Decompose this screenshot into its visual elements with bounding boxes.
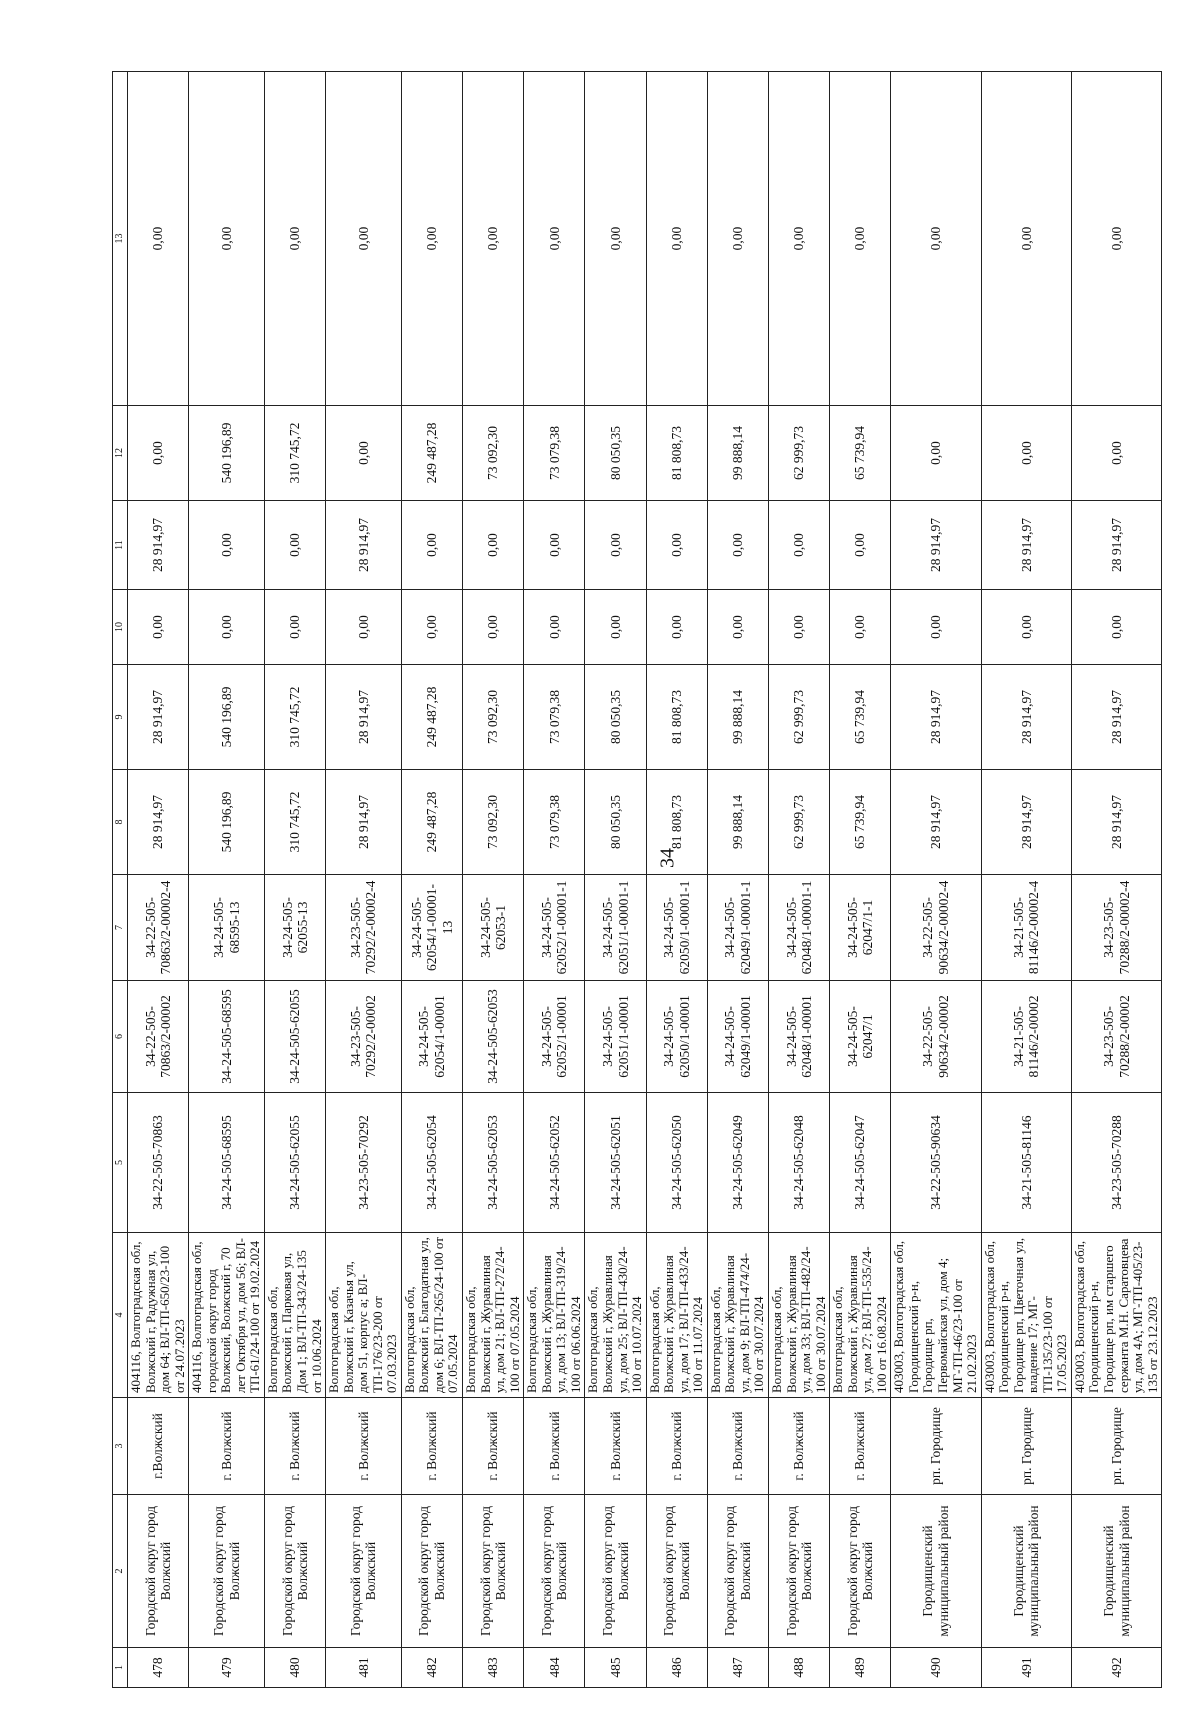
amount-cell: 0,00 (981, 72, 1071, 406)
amount-cell: 0,00 (768, 501, 829, 590)
amount-cell: 310 745,72 (264, 665, 325, 770)
code-cell: 34-24-505-62051/1-00001-1 (585, 875, 646, 981)
amount-cell: 73 092,30 (463, 665, 524, 770)
column-header: 4 (113, 1233, 128, 1398)
amount-cell: 28 914,97 (128, 665, 189, 770)
amount-cell: 62 999,73 (768, 406, 829, 501)
amount-cell: 0,00 (524, 72, 585, 406)
district-cell: Городской округ город Волжский (585, 1495, 646, 1648)
amount-cell: 310 745,72 (264, 770, 325, 875)
address-cell: 403003, Волгоградская обл, Городищенский р-н, Городище рп, Первомайская ул, дом 4; МГ-ТП-46/23-100 от 21.02.2023 (891, 1233, 981, 1398)
code-cell: 34-24-505-62048/1-00001-1 (768, 875, 829, 981)
column-header: 10 (113, 590, 128, 665)
table-row (646, 72, 707, 1688)
amount-cell: 62 999,73 (768, 665, 829, 770)
amount-cell: 28 914,97 (326, 501, 402, 590)
amount-cell: 81 808,73 (646, 406, 707, 501)
amount-cell: 0,00 (585, 72, 646, 406)
district-cell: Городской округ город Волжский (707, 1495, 768, 1648)
amount-cell: 0,00 (768, 590, 829, 665)
address-cell: Волгоградская обл, Волжский г, Журавлиная ул, дом 17; ВЛ-ТП-433/24-100 от 11.07.2024 (646, 1233, 707, 1398)
cadastral-cell: 34-24-505-62049 (707, 1093, 768, 1233)
row-number: 491 (981, 1648, 1071, 1688)
amount-cell: 310 745,72 (264, 406, 325, 501)
amount-cell: 0,00 (981, 406, 1071, 501)
row-number: 479 (189, 1648, 265, 1688)
column-header: 9 (113, 665, 128, 770)
address-cell: Волгоградская обл, Волжский г, Журавлиная ул, дом 13; ВЛ-ТП-319/24-100 от 06.06.2024 (524, 1233, 585, 1398)
amount-cell: 73 092,30 (463, 406, 524, 501)
address-cell: Волгоградская обл, Волжский г, Журавлиная ул, дом 9; ВЛ-ТП-474/24-100 от 30.07.2024 (707, 1233, 768, 1398)
address-cell: Волгоградская обл, Волжский г, Благодатная ул, дом 6; ВЛ-ТП-265/24-100 от 07.05.2024 (401, 1233, 462, 1398)
amount-cell: 249 487,28 (401, 406, 462, 501)
row-number: 486 (646, 1648, 707, 1688)
code-cell: 34-23-505-70292/2-00002 (326, 981, 402, 1093)
code-cell: 34-24-505-62048/1-00001 (768, 981, 829, 1093)
code-cell: 34-24-505-62053-1 (463, 875, 524, 981)
district-cell: Городской округ город Волжский (326, 1495, 402, 1648)
amount-cell: 81 808,73 (646, 770, 707, 875)
code-cell: 34-24-505-68595-13 (189, 875, 265, 981)
amount-cell: 0,00 (830, 72, 891, 406)
row-number: 481 (326, 1648, 402, 1688)
amount-cell: 62 999,73 (768, 770, 829, 875)
code-cell: 34-21-505-81146/2-00002 (981, 981, 1071, 1093)
district-cell: Городищенский муниципальный район (891, 1495, 981, 1648)
amount-cell: 0,00 (830, 590, 891, 665)
amount-cell: 99 888,14 (707, 665, 768, 770)
code-cell: 34-24-505-62054/1-00001 (401, 981, 462, 1093)
address-cell: Волгоградская обл, Волжский г, Журавлиная ул, дом 21; ВЛ-ТП-272/24-100 от 07.05.2024 (463, 1233, 524, 1398)
code-cell: 34-24-505-62050/1-00001-1 (646, 875, 707, 981)
code-cell: 34-24-505-62055 (264, 981, 325, 1093)
cadastral-cell: 34-22-505-90634 (891, 1093, 981, 1233)
table-row (768, 72, 829, 1688)
amount-cell: 0,00 (401, 72, 462, 406)
amount-cell: 73 079,38 (524, 665, 585, 770)
amount-cell: 540 196,89 (189, 770, 265, 875)
table-row (463, 72, 524, 1688)
amount-cell: 28 914,97 (981, 770, 1071, 875)
code-cell: 34-24-505-62049/1-00001 (707, 981, 768, 1093)
amount-cell: 28 914,97 (891, 501, 981, 590)
address-cell: 403003, Волгоградская обл, Городищенский р-н, Городище рп, Цветочная ул, владение 17; МГ-ТП-135/23-100 от 17.05.2023 (981, 1233, 1071, 1398)
code-cell: 34-24-505-62054/1-00001-13 (401, 875, 462, 981)
table-row (1071, 72, 1161, 1688)
code-cell: 34-24-505-62050/1-00001 (646, 981, 707, 1093)
code-cell: 34-23-505-70288/2-00002 (1071, 981, 1161, 1093)
amount-cell: 0,00 (401, 590, 462, 665)
amount-cell: 99 888,14 (707, 406, 768, 501)
cadastral-cell: 34-24-505-62048 (768, 1093, 829, 1233)
column-header: 2 (113, 1495, 128, 1648)
amount-cell: 0,00 (891, 72, 981, 406)
row-number: 484 (524, 1648, 585, 1688)
locality-cell: г. Волжский (768, 1398, 829, 1495)
amount-cell: 0,00 (326, 590, 402, 665)
column-header: 12 (113, 406, 128, 501)
address-cell: Волгоградская обл, Волжский г, Журавлиная ул, дом 33; ВЛ-ТП-482/24-100 от 30.07.2024 (768, 1233, 829, 1398)
code-cell: 34-22-505-70863/2-00002-4 (128, 875, 189, 981)
district-cell: Городской округ город Волжский (768, 1495, 829, 1648)
code-cell: 34-24-505-62047/1 (830, 981, 891, 1093)
cadastral-cell: 34-24-505-62047 (830, 1093, 891, 1233)
amount-cell: 0,00 (128, 590, 189, 665)
amount-cell: 73 079,38 (524, 406, 585, 501)
amount-cell: 81 808,73 (646, 665, 707, 770)
amount-cell: 540 196,89 (189, 665, 265, 770)
locality-cell: г. Волжский (264, 1398, 325, 1495)
address-cell: Волгоградская обл, Волжский г, Казачья ул, дом 51, корпус а; ВЛ-ТП-176/23-200 от 07.03.2023 (326, 1233, 402, 1398)
cadastral-cell: 34-24-505-62052 (524, 1093, 585, 1233)
address-cell: 404116, Волгоградская обл, Волжский г, Радужная ул, дом 64; ВЛ-ТП-650/23-100 от 24.07.2023 (128, 1233, 189, 1398)
amount-cell: 249 487,28 (401, 665, 462, 770)
amount-cell: 65 739,94 (830, 665, 891, 770)
locality-cell: г. Волжский (189, 1398, 265, 1495)
district-cell: Городской округ город Волжский (401, 1495, 462, 1648)
cadastral-cell: 34-24-505-62051 (585, 1093, 646, 1233)
code-cell: 34-24-505-62052/1-00001 (524, 981, 585, 1093)
amount-cell: 80 050,35 (585, 665, 646, 770)
amount-cell: 28 914,97 (891, 770, 981, 875)
district-cell: Городской округ город Волжский (524, 1495, 585, 1648)
address-cell: Волгоградская обл, Волжский г, Журавлиная ул, дом 25; ВЛ-ТП-430/24-100 от 10.07.2024 (585, 1233, 646, 1398)
amount-cell: 0,00 (189, 590, 265, 665)
row-number: 492 (1071, 1648, 1161, 1688)
code-cell: 34-22-505-90634/2-00002 (891, 981, 981, 1093)
amount-cell: 0,00 (128, 406, 189, 501)
column-header: 7 (113, 875, 128, 981)
code-cell: 34-24-505-68595 (189, 981, 265, 1093)
locality-cell: г. Волжский (463, 1398, 524, 1495)
amount-cell: 249 487,28 (401, 770, 462, 875)
amount-cell: 80 050,35 (585, 406, 646, 501)
rotated-table-wrapper (112, 72, 1160, 1688)
amount-cell: 0,00 (646, 501, 707, 590)
amount-cell: 0,00 (707, 590, 768, 665)
amount-cell: 73 079,38 (524, 770, 585, 875)
column-header: 5 (113, 1093, 128, 1233)
table-row (264, 72, 325, 1688)
page-number: 34 (656, 848, 679, 868)
row-number: 485 (585, 1648, 646, 1688)
amount-cell: 0,00 (189, 501, 265, 590)
amount-cell: 0,00 (891, 406, 981, 501)
amount-cell: 0,00 (646, 590, 707, 665)
district-cell: Городской округ город Волжский (830, 1495, 891, 1648)
amount-cell: 0,00 (264, 501, 325, 590)
cadastral-cell: 34-23-505-70292 (326, 1093, 402, 1233)
row-number: 483 (463, 1648, 524, 1688)
row-number: 482 (401, 1648, 462, 1688)
amount-cell: 28 914,97 (1071, 501, 1161, 590)
amount-cell: 0,00 (830, 501, 891, 590)
amount-cell: 0,00 (264, 72, 325, 406)
column-header: 1 (113, 1648, 128, 1688)
column-number-row (113, 72, 128, 1688)
amount-cell: 65 739,94 (830, 770, 891, 875)
row-number: 488 (768, 1648, 829, 1688)
amount-cell: 0,00 (524, 501, 585, 590)
cadastral-cell: 34-24-505-62053 (463, 1093, 524, 1233)
code-cell: 34-24-505-62053 (463, 981, 524, 1093)
amount-cell: 0,00 (585, 590, 646, 665)
table-row (891, 72, 981, 1688)
row-number: 490 (891, 1648, 981, 1688)
amount-cell: 28 914,97 (891, 665, 981, 770)
table-row (524, 72, 585, 1688)
column-header: 13 (113, 72, 128, 406)
code-cell: 34-21-505-81146/2-00002-4 (981, 875, 1071, 981)
code-cell: 34-24-505-62051/1-00001 (585, 981, 646, 1093)
district-cell: Городищенский муниципальный район (1071, 1495, 1161, 1648)
table-row (830, 72, 891, 1688)
locality-cell: г. Волжский (707, 1398, 768, 1495)
locality-cell: г. Волжский (585, 1398, 646, 1495)
code-cell: 34-22-505-70863/2-00002 (128, 981, 189, 1093)
code-cell: 34-24-505-62047/1-1 (830, 875, 891, 981)
amount-cell: 28 914,97 (128, 501, 189, 590)
address-cell: Волгоградская обл, Волжский г, Журавлиная ул, дом 27; ВЛ-ТП-535/24-100 от 16.08.2024 (830, 1233, 891, 1398)
code-cell: 34-22-505-90634/2-00002-4 (891, 875, 981, 981)
amount-cell: 0,00 (524, 590, 585, 665)
amount-cell: 28 914,97 (981, 501, 1071, 590)
table-row (189, 72, 265, 1688)
locality-cell: г. Волжский (326, 1398, 402, 1495)
cadastral-cell: 34-22-505-70863 (128, 1093, 189, 1233)
data-table (112, 71, 1162, 1688)
amount-cell: 540 196,89 (189, 406, 265, 501)
amount-cell: 0,00 (264, 590, 325, 665)
cadastral-cell: 34-24-505-68595 (189, 1093, 265, 1233)
locality-cell: г. Волжский (401, 1398, 462, 1495)
locality-cell: г.Волжский (128, 1398, 189, 1495)
row-number: 489 (830, 1648, 891, 1688)
code-cell: 34-24-505-62055-13 (264, 875, 325, 981)
address-cell: 404116, Волгоградская обл, городской округ город Волжский, Волжский г, 70 лет Октября ул, дом 56; ВЛ-ТП-61/24-100 от 19.02.2024 (189, 1233, 265, 1398)
address-cell: Волгоградская обл, Волжский г, Парковая ул, Дом 1; ВЛ-ТП-343/24-135 от 10.06.2024 (264, 1233, 325, 1398)
locality-cell: рп. Городище (981, 1398, 1071, 1495)
amount-cell: 0,00 (768, 72, 829, 406)
amount-cell: 0,00 (585, 501, 646, 590)
amount-cell: 28 914,97 (1071, 770, 1161, 875)
code-cell: 34-23-505-70288/2-00002-4 (1071, 875, 1161, 981)
amount-cell: 0,00 (891, 590, 981, 665)
amount-cell: 99 888,14 (707, 770, 768, 875)
amount-cell: 0,00 (463, 72, 524, 406)
district-cell: Городской округ город Волжский (646, 1495, 707, 1648)
amount-cell: 28 914,97 (326, 665, 402, 770)
amount-cell: 0,00 (1071, 72, 1161, 406)
address-cell: 403003, Волгоградская обл, Городищенский р-н, Городище рп, им старшего сержанта М.Н. Саратовцева ул, дом 4А; МГ-ТП-405/23-135 от 23.12.2023 (1071, 1233, 1161, 1398)
amount-cell: 0,00 (707, 501, 768, 590)
amount-cell: 0,00 (1071, 406, 1161, 501)
amount-cell: 0,00 (326, 72, 402, 406)
row-number: 478 (128, 1648, 189, 1688)
code-cell: 34-24-505-62052/1-00001-1 (524, 875, 585, 981)
locality-cell: рп. Городище (1071, 1398, 1161, 1495)
amount-cell: 0,00 (463, 501, 524, 590)
column-header: 8 (113, 770, 128, 875)
amount-cell: 0,00 (463, 590, 524, 665)
district-cell: Городищенский муниципальный район (981, 1495, 1071, 1648)
amount-cell: 0,00 (981, 590, 1071, 665)
district-cell: Городской округ город Волжский (189, 1495, 265, 1648)
table-row (326, 72, 402, 1688)
amount-cell: 0,00 (401, 501, 462, 590)
code-cell: 34-24-505-62049/1-00001-1 (707, 875, 768, 981)
amount-cell: 28 914,97 (128, 770, 189, 875)
amount-cell: 0,00 (707, 72, 768, 406)
column-header: 3 (113, 1398, 128, 1495)
table-row (401, 72, 462, 1688)
district-cell: Городской округ город Волжский (264, 1495, 325, 1648)
amount-cell: 0,00 (189, 72, 265, 406)
row-number: 487 (707, 1648, 768, 1688)
amount-cell: 80 050,35 (585, 770, 646, 875)
locality-cell: г. Волжский (830, 1398, 891, 1495)
amount-cell: 0,00 (1071, 590, 1161, 665)
table-row (707, 72, 768, 1688)
column-header: 11 (113, 501, 128, 590)
amount-cell: 0,00 (646, 72, 707, 406)
district-cell: Городской округ город Волжский (128, 1495, 189, 1648)
locality-cell: г. Волжский (646, 1398, 707, 1495)
district-cell: Городской округ город Волжский (463, 1495, 524, 1648)
row-number: 480 (264, 1648, 325, 1688)
amount-cell: 0,00 (326, 406, 402, 501)
column-header: 6 (113, 981, 128, 1093)
table-row (981, 72, 1071, 1688)
locality-cell: г. Волжский (524, 1398, 585, 1495)
amount-cell: 73 092,30 (463, 770, 524, 875)
amount-cell: 28 914,97 (981, 665, 1071, 770)
amount-cell: 28 914,97 (326, 770, 402, 875)
code-cell: 34-23-505-70292/2-00002-4 (326, 875, 402, 981)
cadastral-cell: 34-21-505-81146 (981, 1093, 1071, 1233)
amount-cell: 0,00 (128, 72, 189, 406)
locality-cell: рп. Городище (891, 1398, 981, 1495)
amount-cell: 28 914,97 (1071, 665, 1161, 770)
cadastral-cell: 34-24-505-62055 (264, 1093, 325, 1233)
cadastral-cell: 34-23-505-70288 (1071, 1093, 1161, 1233)
rotated-table (112, 72, 1160, 1688)
cadastral-cell: 34-24-505-62050 (646, 1093, 707, 1233)
cadastral-cell: 34-24-505-62054 (401, 1093, 462, 1233)
table-row (128, 72, 189, 1688)
amount-cell: 65 739,94 (830, 406, 891, 501)
table-row (585, 72, 646, 1688)
